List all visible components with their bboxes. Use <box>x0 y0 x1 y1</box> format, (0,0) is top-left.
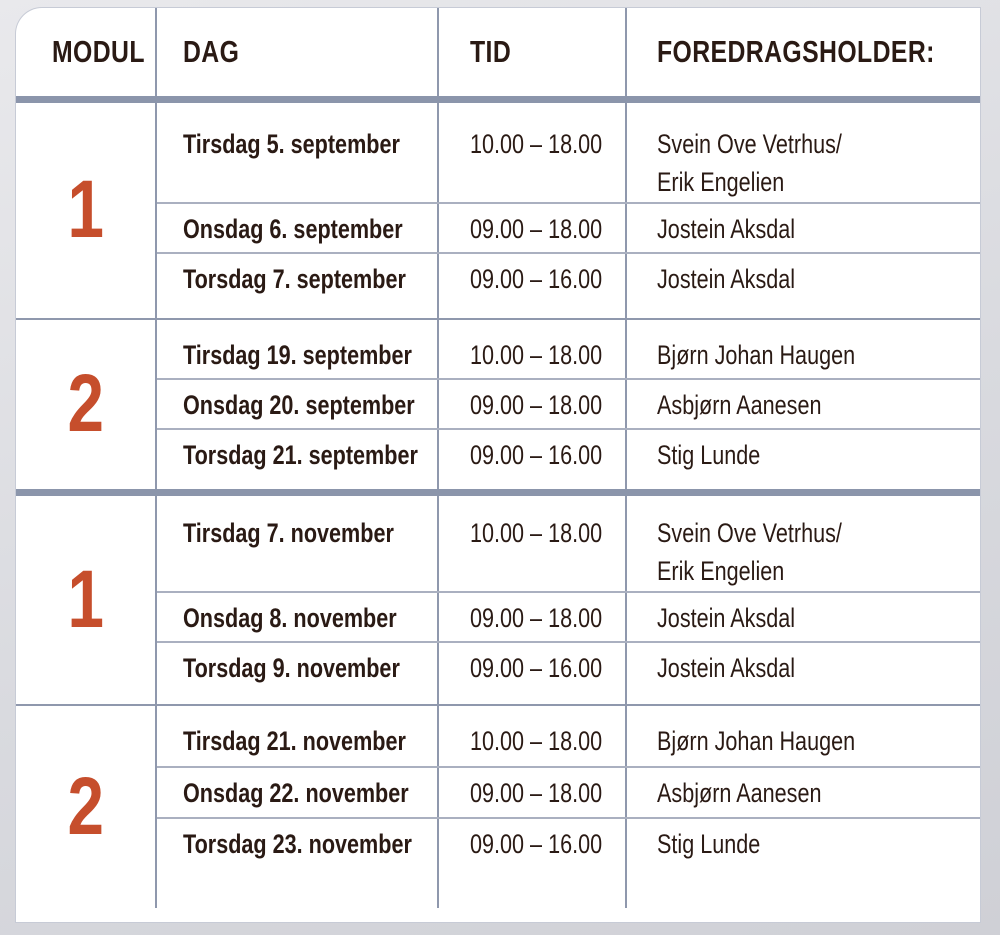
header-foredragsholder: FOREDRAGSHOLDER: <box>626 8 980 100</box>
day-cell: Torsdag 9. november <box>156 642 438 705</box>
module-number: 2 <box>16 705 156 908</box>
time-cell: 09.00 – 18.00 <box>438 379 626 429</box>
time-cell: 10.00 – 18.00 <box>438 319 626 379</box>
speaker-cell: Stig Lunde <box>657 828 761 859</box>
day-cell: Tirsdag 5. september <box>156 100 438 203</box>
day-cell: Torsdag 23. november <box>156 818 438 908</box>
day-cell: Onsdag 8. november <box>156 592 438 642</box>
time-cell: 10.00 – 18.00 <box>438 100 626 203</box>
header-modul: MODUL <box>16 8 156 100</box>
day-cell: Torsdag 21. september <box>156 429 438 493</box>
time-cell: 09.00 – 18.00 <box>438 592 626 642</box>
day-cell: Onsdag 6. september <box>156 203 438 253</box>
time-cell: 09.00 – 16.00 <box>438 642 626 705</box>
time-cell: 09.00 – 16.00 <box>438 429 626 493</box>
module-number: 2 <box>16 319 156 493</box>
table-row <box>16 705 980 767</box>
speaker-cell: Jostein Aksdal <box>626 253 980 319</box>
time-cell: 09.00 – 16.00 <box>438 818 626 908</box>
table-row <box>16 592 980 642</box>
speaker-cell: Stig Lunde <box>626 429 980 493</box>
day-cell: Torsdag 7. september <box>156 253 438 319</box>
time-cell: 09.00 – 16.00 <box>438 253 626 319</box>
module-number: 1 <box>16 493 156 705</box>
table-row <box>16 203 980 253</box>
time-cell: 10.00 – 18.00 <box>438 493 626 592</box>
table-row <box>16 642 980 705</box>
speaker-cell: Jostein Aksdal <box>626 203 980 253</box>
table-row <box>16 379 980 429</box>
day-cell: Tirsdag 7. november <box>156 493 438 592</box>
table-row <box>16 429 980 493</box>
day-cell: Tirsdag 21. november <box>156 705 438 767</box>
speaker-cell: Svein Ove Vetrhus/ Erik Engelien <box>626 100 980 203</box>
table-row <box>16 100 980 203</box>
speaker-cell: Bjørn Johan Haugen <box>626 705 980 767</box>
time-cell: 10.00 – 18.00 <box>438 705 626 767</box>
speaker-cell: Bjørn Johan Haugen <box>626 319 980 379</box>
header-dag: DAG <box>156 8 438 100</box>
module-number: 1 <box>16 100 156 319</box>
time-cell: 09.00 – 18.00 <box>438 203 626 253</box>
speaker-cell: Svein Ove Vetrhus/ Erik Engelien <box>626 493 980 592</box>
day-cell: Onsdag 22. november <box>156 767 438 818</box>
day-cell: Tirsdag 19. september <box>156 319 438 379</box>
table-row <box>16 493 980 592</box>
header-tid: TID <box>438 8 626 100</box>
speaker-cell: Asbjørn Aanesen <box>626 379 980 429</box>
table-row <box>16 767 980 818</box>
speaker-cell: Asbjørn Aanesen <box>626 767 980 818</box>
speaker-cell: Jostein Aksdal <box>626 592 980 642</box>
time-cell: 09.00 – 18.00 <box>438 767 626 818</box>
day-cell: Onsdag 20. september <box>156 379 438 429</box>
speaker-cell: Jostein Aksdal <box>626 642 980 705</box>
table-row <box>16 319 980 379</box>
schedule-card <box>16 8 980 922</box>
table-row <box>16 253 980 319</box>
schedule-table <box>16 8 980 908</box>
table-row <box>16 818 980 908</box>
header-row <box>16 8 980 100</box>
